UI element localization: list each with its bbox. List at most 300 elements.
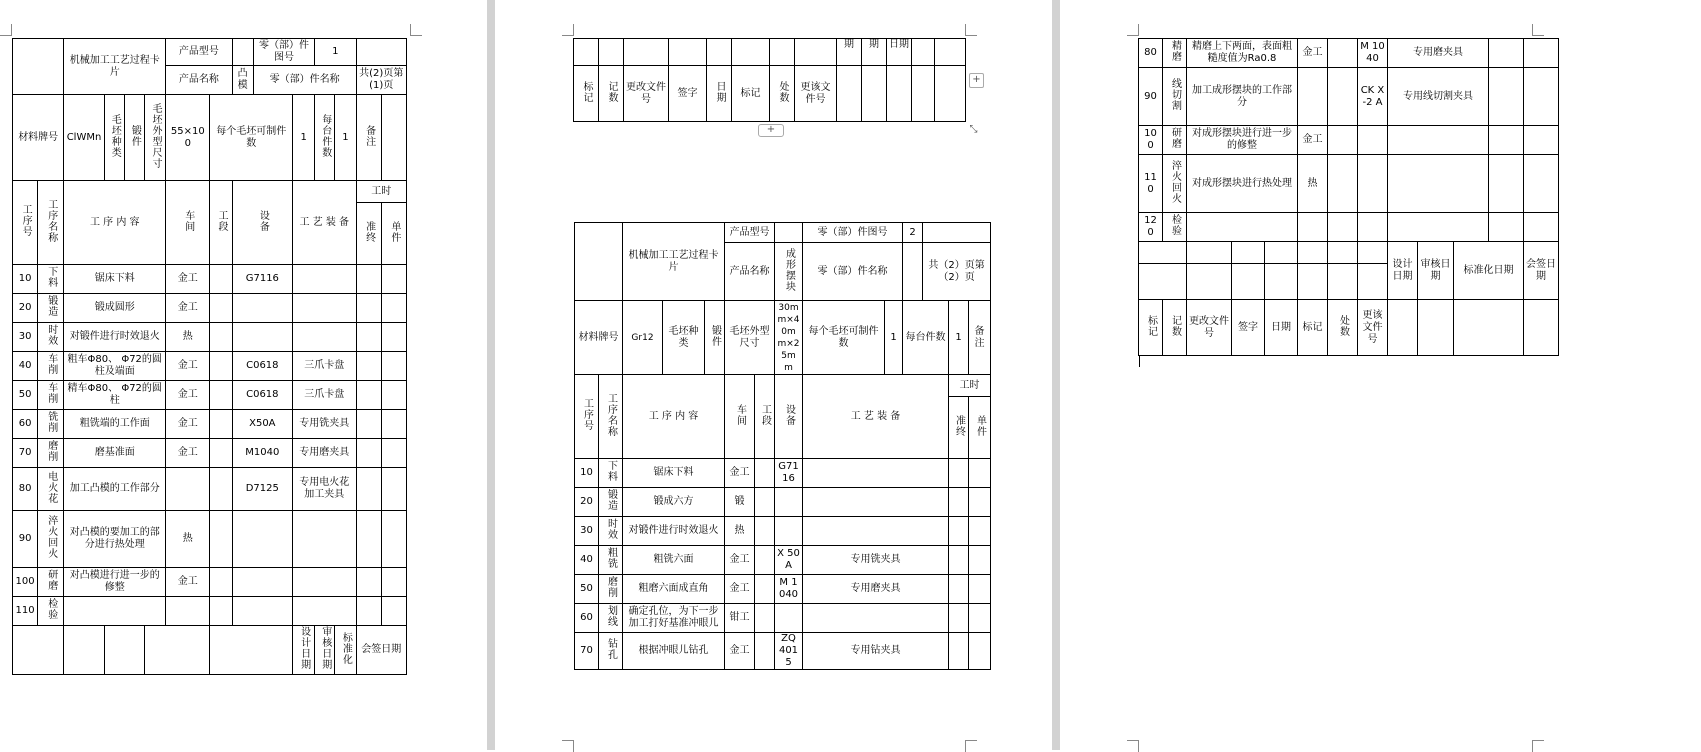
product-model-label[interactable]: 产品型号 (725, 223, 775, 243)
row-shop[interactable]: 金工 (166, 568, 210, 597)
per-blank-value[interactable]: 1 (293, 95, 315, 181)
row-shop[interactable]: 金工 (1298, 39, 1328, 68)
row-unit[interactable] (969, 488, 991, 517)
footer-blank[interactable] (1298, 264, 1328, 300)
per-blank-value[interactable]: 1 (885, 301, 903, 375)
blank-cell[interactable] (935, 39, 966, 66)
row-section[interactable] (210, 511, 232, 568)
row-shop[interactable]: 金工 (166, 294, 210, 323)
row-tool[interactable] (803, 488, 949, 517)
row-content[interactable]: 根据冲眼儿钻孔 (623, 633, 725, 670)
row-shop[interactable] (166, 468, 210, 511)
row-prep[interactable] (949, 459, 969, 488)
row-equip[interactable]: M 1040 (775, 575, 803, 604)
blank-cell[interactable] (732, 39, 770, 66)
row-content[interactable]: 磨基准面 (64, 439, 166, 468)
row-no[interactable]: 30 (13, 323, 38, 352)
row-equip[interactable]: X50A (232, 410, 292, 439)
row-section[interactable] (210, 439, 232, 468)
blank-cell[interactable] (837, 66, 862, 122)
row-shop[interactable]: 金工 (166, 439, 210, 468)
blank-size-label[interactable]: 毛坯外型尺寸 (725, 301, 775, 375)
row-section[interactable] (210, 410, 232, 439)
row-content[interactable]: 对成形摆块进行进一步的修整 (1187, 126, 1298, 155)
row-prep[interactable] (356, 439, 381, 468)
sig-count[interactable] (1163, 300, 1187, 356)
row-prep[interactable] (949, 575, 969, 604)
row-section[interactable] (755, 459, 775, 488)
blank-cell[interactable] (1418, 300, 1454, 356)
row-content[interactable]: 对凸模进行进一步的修整 (64, 568, 166, 597)
row-shop[interactable]: 金工 (725, 633, 755, 670)
row-shop[interactable]: 锻 (725, 488, 755, 517)
sig-count[interactable] (599, 66, 624, 122)
row-section[interactable] (1328, 213, 1358, 242)
per-unit-value[interactable]: 1 (949, 301, 969, 375)
footer-blank[interactable] (1265, 264, 1298, 300)
row-shop[interactable]: 金工 (166, 381, 210, 410)
row-unit[interactable] (381, 468, 406, 511)
row-equip[interactable]: M1040 (232, 439, 292, 468)
row-content[interactable]: 精磨上下两面，表面粗糙度值为Ra0.8 (1187, 39, 1298, 68)
row-prep[interactable] (1489, 68, 1524, 126)
row-prep[interactable] (949, 546, 969, 575)
row-name[interactable] (1163, 126, 1187, 155)
row-content[interactable]: 粗铣六面 (623, 546, 725, 575)
row-tool[interactable]: 专用磨夹具 (293, 439, 356, 468)
row-unit[interactable] (381, 439, 406, 468)
row-name[interactable] (38, 294, 64, 323)
row-unit[interactable] (381, 265, 406, 294)
row-name[interactable] (38, 410, 64, 439)
row-content[interactable]: 加工凸模的工作部分 (64, 468, 166, 511)
add-row-button[interactable]: + (758, 124, 784, 137)
row-tool[interactable] (293, 323, 356, 352)
row-equip[interactable] (1358, 213, 1388, 242)
col-header-unit[interactable] (969, 397, 991, 459)
col-header-equipment[interactable] (232, 181, 292, 265)
blank-cell[interactable] (912, 66, 935, 122)
row-prep[interactable] (1489, 155, 1524, 213)
sig-change-doc[interactable]: 更改文件号 (624, 66, 669, 122)
row-shop[interactable]: 金工 (166, 352, 210, 381)
row-name[interactable] (38, 511, 64, 568)
row-prep[interactable] (949, 517, 969, 546)
blank-cell[interactable] (1454, 300, 1524, 356)
col-header-hours[interactable]: 工时 (356, 181, 407, 203)
row-no[interactable]: 20 (575, 488, 599, 517)
blank-cell[interactable] (887, 66, 912, 122)
row-equip[interactable]: C0618 (232, 352, 292, 381)
row-content[interactable]: 粗磨六面成直角 (623, 575, 725, 604)
row-equip[interactable] (1358, 155, 1388, 213)
row-unit[interactable] (969, 517, 991, 546)
footer-review[interactable] (315, 626, 335, 675)
row-no[interactable]: 10 (13, 265, 38, 294)
row-no[interactable]: 10 (575, 459, 599, 488)
row-unit[interactable] (381, 381, 406, 410)
row-section[interactable] (755, 633, 775, 670)
sig-sign[interactable]: 签字 (669, 66, 707, 122)
blank-cell[interactable] (1388, 300, 1418, 356)
row-section[interactable] (755, 517, 775, 546)
row-unit[interactable] (381, 568, 406, 597)
remarks-label[interactable]: 备注 (969, 301, 991, 375)
row-shop[interactable]: 钳工 (725, 604, 755, 633)
col-header-prep[interactable] (949, 397, 969, 459)
blank-cell[interactable] (795, 39, 837, 66)
add-column-button[interactable]: + (969, 73, 984, 88)
footer-blank[interactable] (1328, 264, 1358, 300)
row-tool[interactable] (293, 597, 356, 626)
row-unit[interactable] (381, 410, 406, 439)
row-no[interactable]: 80 (1139, 39, 1163, 68)
sig-change-doc-2[interactable]: 更该文件号 (1358, 300, 1388, 356)
blank-cell[interactable] (935, 66, 966, 122)
material-label[interactable]: 材料牌号 (13, 95, 64, 181)
row-no[interactable]: 70 (575, 633, 599, 670)
footer-review[interactable]: 审核日期 (1418, 242, 1454, 300)
product-model-value[interactable] (232, 39, 253, 66)
row-shop[interactable]: 金工 (166, 410, 210, 439)
row-name[interactable] (599, 604, 623, 633)
row-content[interactable]: 粗车Φ80、 Φ72的圆柱及端面 (64, 352, 166, 381)
row-equip[interactable] (232, 294, 292, 323)
row-tool[interactable]: 专用线切割夹具 (1388, 68, 1489, 126)
row-tool[interactable] (1388, 155, 1489, 213)
footer-design[interactable]: 设计日期 (1388, 242, 1418, 300)
row-shop[interactable]: 热 (1298, 155, 1328, 213)
row-section[interactable] (1328, 155, 1358, 213)
col-header-name[interactable] (599, 375, 623, 459)
row-prep[interactable] (949, 633, 969, 670)
blank-cell[interactable] (356, 39, 407, 66)
row-section[interactable] (755, 575, 775, 604)
row-content[interactable] (1187, 213, 1298, 242)
part-drawing-value[interactable]: 1 (315, 39, 356, 66)
footer-blank[interactable] (1358, 242, 1388, 264)
row-unit[interactable] (969, 633, 991, 670)
product-name-label[interactable]: 产品名称 (725, 243, 775, 301)
row-unit[interactable] (1524, 68, 1559, 126)
row-tool[interactable] (803, 604, 949, 633)
col-header-no[interactable] (13, 181, 38, 265)
col-header-content[interactable]: 工 序 内 容 (623, 375, 725, 459)
col-header-section[interactable] (755, 375, 775, 459)
row-prep[interactable] (356, 265, 381, 294)
part-name-label[interactable]: 零（部）件名称 (803, 243, 903, 301)
footer-blank[interactable] (1187, 242, 1232, 264)
row-tool[interactable]: 专用电火花加工夹具 (293, 468, 356, 511)
card-title[interactable]: 机械加工工艺过程卡片 (623, 223, 725, 301)
row-content[interactable]: 锻成圆形 (64, 294, 166, 323)
part-name-label[interactable]: 零（部）件名称 (253, 66, 356, 95)
row-name[interactable] (1163, 68, 1187, 126)
row-unit[interactable] (969, 546, 991, 575)
row-no[interactable]: 50 (13, 381, 38, 410)
row-unit[interactable] (969, 575, 991, 604)
col-header-no[interactable] (575, 375, 599, 459)
row-section[interactable] (210, 381, 232, 410)
blank-cell[interactable] (624, 39, 669, 66)
row-unit[interactable] (381, 294, 406, 323)
row-section[interactable] (755, 488, 775, 517)
footer-blank[interactable] (210, 626, 293, 675)
row-name[interactable] (599, 575, 623, 604)
row-no[interactable]: 40 (13, 352, 38, 381)
row-name[interactable] (1163, 155, 1187, 213)
row-tool[interactable] (803, 517, 949, 546)
row-name[interactable] (1163, 39, 1187, 68)
row-shop[interactable]: 金工 (166, 265, 210, 294)
row-content[interactable]: 确定孔位，为下一步加工打好基准冲眼儿 (623, 604, 725, 633)
row-section[interactable] (210, 468, 232, 511)
per-blank-label[interactable]: 每个毛坯可制件数 (210, 95, 293, 181)
row-content[interactable]: 对锻件进行时效退火 (623, 517, 725, 546)
row-tool[interactable]: 专用钻夹具 (803, 633, 949, 670)
row-unit[interactable] (1524, 126, 1559, 155)
row-prep[interactable] (949, 488, 969, 517)
footer-blank[interactable] (64, 626, 104, 675)
row-tool[interactable] (803, 459, 949, 488)
row-content[interactable]: 粗铣端的工作面 (64, 410, 166, 439)
row-content[interactable]: 对锻件进行时效退火 (64, 323, 166, 352)
row-prep[interactable] (356, 352, 381, 381)
row-equip[interactable]: G7116 (232, 265, 292, 294)
row-section[interactable] (210, 265, 232, 294)
row-no[interactable]: 100 (13, 568, 38, 597)
row-no[interactable]: 120 (1139, 213, 1163, 242)
row-name[interactable] (38, 323, 64, 352)
row-shop[interactable]: 金工 (725, 575, 755, 604)
blank-cell[interactable] (707, 39, 732, 66)
part-drawing-label[interactable]: 零（部）件图号 (253, 39, 314, 66)
sig-mark-2[interactable]: 标记 (1298, 300, 1328, 356)
row-unit[interactable] (381, 352, 406, 381)
row-no[interactable]: 90 (1139, 68, 1163, 126)
row-name[interactable] (38, 439, 64, 468)
footer-blank[interactable] (1328, 242, 1358, 264)
sig-change-doc-2[interactable]: 更该文件号 (795, 66, 837, 122)
row-content[interactable]: 加工成形摆块的工作部分 (1187, 68, 1298, 126)
footer-standard[interactable]: 标准化日期 (1454, 242, 1524, 300)
row-no[interactable]: 20 (13, 294, 38, 323)
row-prep[interactable] (949, 604, 969, 633)
footer-blank[interactable] (1298, 242, 1328, 264)
row-shop[interactable] (1298, 68, 1328, 126)
pages-text[interactable]: 共(2)页第(1)页 (356, 66, 407, 95)
blank-cell[interactable] (862, 66, 887, 122)
per-unit-label[interactable]: 每台件数 (903, 301, 949, 375)
col-header-equipment[interactable] (775, 375, 803, 459)
row-content[interactable] (64, 597, 166, 626)
row-tool[interactable] (293, 511, 356, 568)
pages-text[interactable]: 共（2）页第（2）页 (923, 243, 991, 301)
blank-cell[interactable] (912, 39, 935, 66)
col-header-prep[interactable] (356, 203, 381, 265)
top-label-3[interactable]: 日期 (887, 39, 912, 66)
row-prep[interactable] (356, 511, 381, 568)
row-no[interactable]: 40 (575, 546, 599, 575)
col-header-unit[interactable] (381, 203, 406, 265)
row-name[interactable] (599, 517, 623, 546)
row-section[interactable] (210, 294, 232, 323)
row-section[interactable] (210, 597, 232, 626)
row-prep[interactable] (1489, 213, 1524, 242)
sig-mark[interactable] (1139, 300, 1163, 356)
row-prep[interactable] (356, 597, 381, 626)
part-drawing-value[interactable]: 2 (903, 223, 923, 243)
material-value[interactable]: ClWMn (64, 95, 104, 181)
row-name[interactable] (38, 568, 64, 597)
row-equip[interactable]: D7125 (232, 468, 292, 511)
remarks-value[interactable] (381, 95, 406, 181)
footer-blank[interactable] (13, 626, 64, 675)
blank-cell[interactable] (599, 39, 624, 66)
sig-mark[interactable] (574, 66, 599, 122)
row-shop[interactable]: 金工 (1298, 126, 1328, 155)
row-no[interactable]: 70 (13, 439, 38, 468)
row-name[interactable] (38, 265, 64, 294)
row-no[interactable]: 100 (1139, 126, 1163, 155)
footer-blank[interactable] (1358, 264, 1388, 300)
row-content[interactable]: 锯床下料 (64, 265, 166, 294)
row-shop[interactable]: 金工 (725, 459, 755, 488)
row-equip[interactable]: CK X-2 A (1358, 68, 1388, 126)
row-no[interactable]: 60 (575, 604, 599, 633)
blank-cell[interactable] (669, 39, 707, 66)
col-header-workshop[interactable] (166, 181, 210, 265)
row-content[interactable]: 对凸模的要加工的部分进行热处理 (64, 511, 166, 568)
blank-type-label[interactable]: 毛坯种类 (663, 301, 705, 375)
row-no[interactable]: 110 (1139, 155, 1163, 213)
row-equip[interactable] (232, 597, 292, 626)
sig-mark-2[interactable]: 标记 (732, 66, 770, 122)
row-unit[interactable] (1524, 39, 1559, 68)
top-label-1[interactable]: 期 (837, 39, 862, 66)
row-no[interactable]: 110 (13, 597, 38, 626)
row-no[interactable]: 30 (575, 517, 599, 546)
material-value[interactable]: Gr12 (623, 301, 663, 375)
row-tool[interactable] (293, 568, 356, 597)
row-unit[interactable] (969, 604, 991, 633)
row-name[interactable] (599, 488, 623, 517)
row-name[interactable] (38, 468, 64, 511)
sig-places[interactable] (770, 66, 795, 122)
row-section[interactable] (1328, 68, 1358, 126)
row-unit[interactable] (381, 597, 406, 626)
row-unit[interactable] (1524, 213, 1559, 242)
row-name[interactable] (599, 546, 623, 575)
blank-cell[interactable] (770, 39, 795, 66)
row-tool[interactable] (1388, 126, 1489, 155)
row-equip[interactable] (775, 488, 803, 517)
row-tool[interactable] (293, 294, 356, 323)
row-shop[interactable] (1298, 213, 1328, 242)
col-header-hours[interactable]: 工时 (949, 375, 991, 397)
row-name[interactable] (38, 381, 64, 410)
blank-size-value[interactable]: 55×100 (166, 95, 210, 181)
col-header-content[interactable]: 工 序 内 容 (64, 181, 166, 265)
row-name[interactable] (599, 633, 623, 670)
per-unit-value[interactable]: 1 (335, 95, 356, 181)
row-equip[interactable]: X 50A (775, 546, 803, 575)
footer-blank[interactable] (1139, 264, 1187, 300)
per-blank-label[interactable]: 每个毛坯可制件数 (803, 301, 885, 375)
row-tool[interactable]: 专用磨夹具 (1388, 39, 1489, 68)
row-tool[interactable]: 三爪卡盘 (293, 381, 356, 410)
card-title[interactable]: 机械加工工艺过程卡片 (64, 39, 166, 95)
row-no[interactable]: 60 (13, 410, 38, 439)
row-shop[interactable]: 热 (166, 323, 210, 352)
row-section[interactable] (755, 546, 775, 575)
row-unit[interactable] (381, 511, 406, 568)
product-name-value[interactable] (775, 243, 803, 301)
footer-design[interactable] (293, 626, 315, 675)
row-prep[interactable] (356, 323, 381, 352)
product-name-label[interactable]: 产品名称 (166, 66, 232, 95)
row-section[interactable] (210, 568, 232, 597)
row-no[interactable]: 50 (575, 575, 599, 604)
blank-cell[interactable] (1524, 300, 1559, 356)
blank-cell[interactable] (575, 223, 623, 301)
row-unit[interactable] (969, 459, 991, 488)
table-resize-handle[interactable]: ⤡ (969, 124, 978, 135)
col-header-section[interactable] (210, 181, 232, 265)
row-tool[interactable]: 三爪卡盘 (293, 352, 356, 381)
col-header-name[interactable] (38, 181, 64, 265)
blank-type-value[interactable] (124, 95, 144, 181)
row-section[interactable] (210, 323, 232, 352)
blank-size-label[interactable] (144, 95, 165, 181)
sig-date[interactable] (707, 66, 732, 122)
row-tool[interactable]: 专用铣夹具 (293, 410, 356, 439)
product-name-value[interactable]: 凸模 (232, 66, 253, 95)
row-shop[interactable]: 金工 (725, 546, 755, 575)
sig-date[interactable]: 日期 (1265, 300, 1298, 356)
per-unit-label[interactable] (315, 95, 335, 181)
footer-blank[interactable] (1265, 242, 1298, 264)
footer-blank[interactable] (1232, 242, 1265, 264)
footer-blank[interactable] (144, 626, 209, 675)
row-tool[interactable]: 专用磨夹具 (803, 575, 949, 604)
row-equip[interactable] (775, 517, 803, 546)
row-content[interactable]: 精车Φ80、 Φ72的圆柱 (64, 381, 166, 410)
footer-blank[interactable] (1187, 264, 1232, 300)
row-shop[interactable] (166, 597, 210, 626)
footer-standard[interactable] (335, 626, 356, 675)
row-tool[interactable] (293, 265, 356, 294)
row-prep[interactable] (356, 294, 381, 323)
row-prep[interactable] (1489, 39, 1524, 68)
part-drawing-label[interactable]: 零（部）件图号 (803, 223, 903, 243)
row-section[interactable] (755, 604, 775, 633)
row-section[interactable] (1328, 39, 1358, 68)
row-tool[interactable] (1388, 213, 1489, 242)
row-equip[interactable]: ZQ 4015 (775, 633, 803, 670)
row-equip[interactable]: C0618 (232, 381, 292, 410)
blank-cell[interactable] (574, 39, 599, 66)
row-prep[interactable] (356, 410, 381, 439)
sig-places[interactable] (1328, 300, 1358, 356)
row-prep[interactable] (356, 381, 381, 410)
row-section[interactable] (1328, 126, 1358, 155)
row-equip[interactable]: G7116 (775, 459, 803, 488)
row-equip[interactable]: M 1040 (1358, 39, 1388, 68)
sig-sign[interactable]: 签字 (1232, 300, 1265, 356)
material-label[interactable]: 材料牌号 (575, 301, 623, 375)
row-shop[interactable]: 热 (725, 517, 755, 546)
